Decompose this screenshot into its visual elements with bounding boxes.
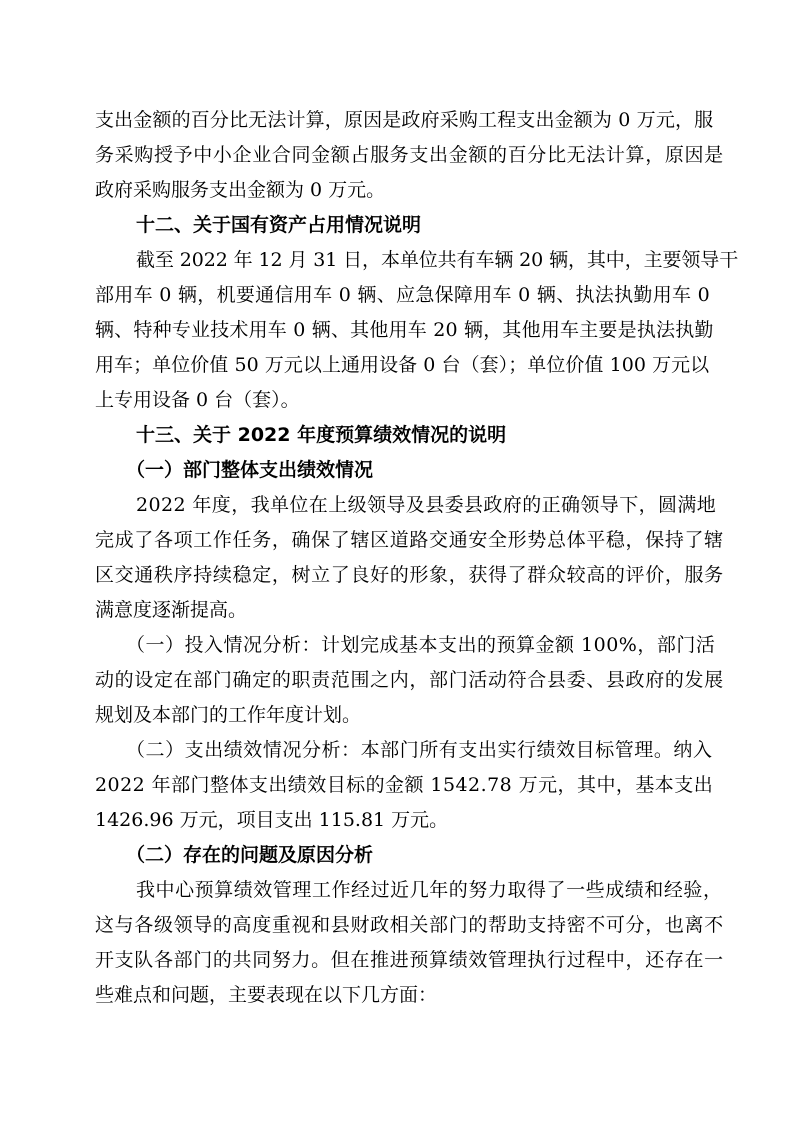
- paragraph-line: 部用车 0 辆，机要通信用车 0 辆、应急保障用车 0 辆、执法执勤用车 0: [95, 284, 711, 306]
- section-heading: 十三、关于 2022 年度预算绩效情况的说明: [136, 424, 507, 446]
- paragraph-line: 区交通秩序持续稳定，树立了良好的形象，获得了群众较高的评价，服务: [95, 564, 724, 586]
- section-heading: 十二、关于国有资产占用情况说明: [136, 214, 422, 236]
- paragraph-line: 截至 2022 年 12 月 31 日，本单位共有车辆 20 辆，其中，主要领导干: [136, 249, 739, 271]
- paragraph-line: 些难点和问题，主要表现在以下几方面：: [95, 984, 438, 1006]
- paragraph-line: 上专用设备 0 台（套）。: [95, 389, 300, 411]
- paragraph-line: 支出金额的百分比无法计算，原因是政府采购工程支出金额为 0 万元，服: [95, 109, 714, 131]
- subsection-heading: （一）部门整体支出绩效情况: [126, 459, 374, 481]
- paragraph-line: 完成了各项工作任务，确保了辖区道路交通安全形势总体平稳，保持了辖: [95, 529, 724, 551]
- paragraph-line: 动的设定在部门确定的职责范围之内，部门活动符合县委、县政府的发展: [95, 669, 724, 691]
- paragraph-line: 政府采购服务支出金额为 0 万元。: [95, 179, 386, 201]
- paragraph-line: （二）支出绩效情况分析：本部门所有支出实行绩效目标管理。纳入: [126, 739, 713, 761]
- paragraph-line: 1426.96 万元，项目支出 115.81 万元。: [95, 809, 449, 831]
- subsection-heading: （二）存在的问题及原因分析: [126, 844, 374, 866]
- paragraph-line: 这与各级领导的高度重视和县财政相关部门的帮助支持密不可分，也离不: [95, 914, 724, 936]
- paragraph-line: （一）投入情况分析：计划完成基本支出的预算金额 100%，部门活: [126, 634, 716, 656]
- paragraph-line: 2022 年部门整体支出绩效目标的金额 1542.78 万元，其中，基本支出: [95, 774, 714, 796]
- paragraph-line: 辆、特种专业技术用车 0 辆、其他用车 20 辆，其他用车主要是执法执勤: [95, 319, 714, 341]
- paragraph-line: 开支队各部门的共同努力。但在推进预算绩效管理执行过程中，还存在一: [95, 949, 724, 971]
- paragraph-line: 2022 年度，我单位在上级领导及县委县政府的正确领导下，圆满地: [136, 494, 717, 516]
- paragraph-line: 用车；单位价值 50 万元以上通用设备 0 台（套）；单位价值 100 万元以: [95, 354, 710, 376]
- paragraph-line: 我中心预算绩效管理工作经过近几年的努力取得了一些成绩和经验，: [136, 879, 723, 901]
- paragraph-line: 务采购授予中小企业合同金额占服务支出金额的百分比无法计算，原因是: [95, 144, 724, 166]
- paragraph-line: 规划及本部门的工作年度计划。: [95, 704, 362, 726]
- paragraph-line: 满意度逐渐提高。: [95, 599, 248, 621]
